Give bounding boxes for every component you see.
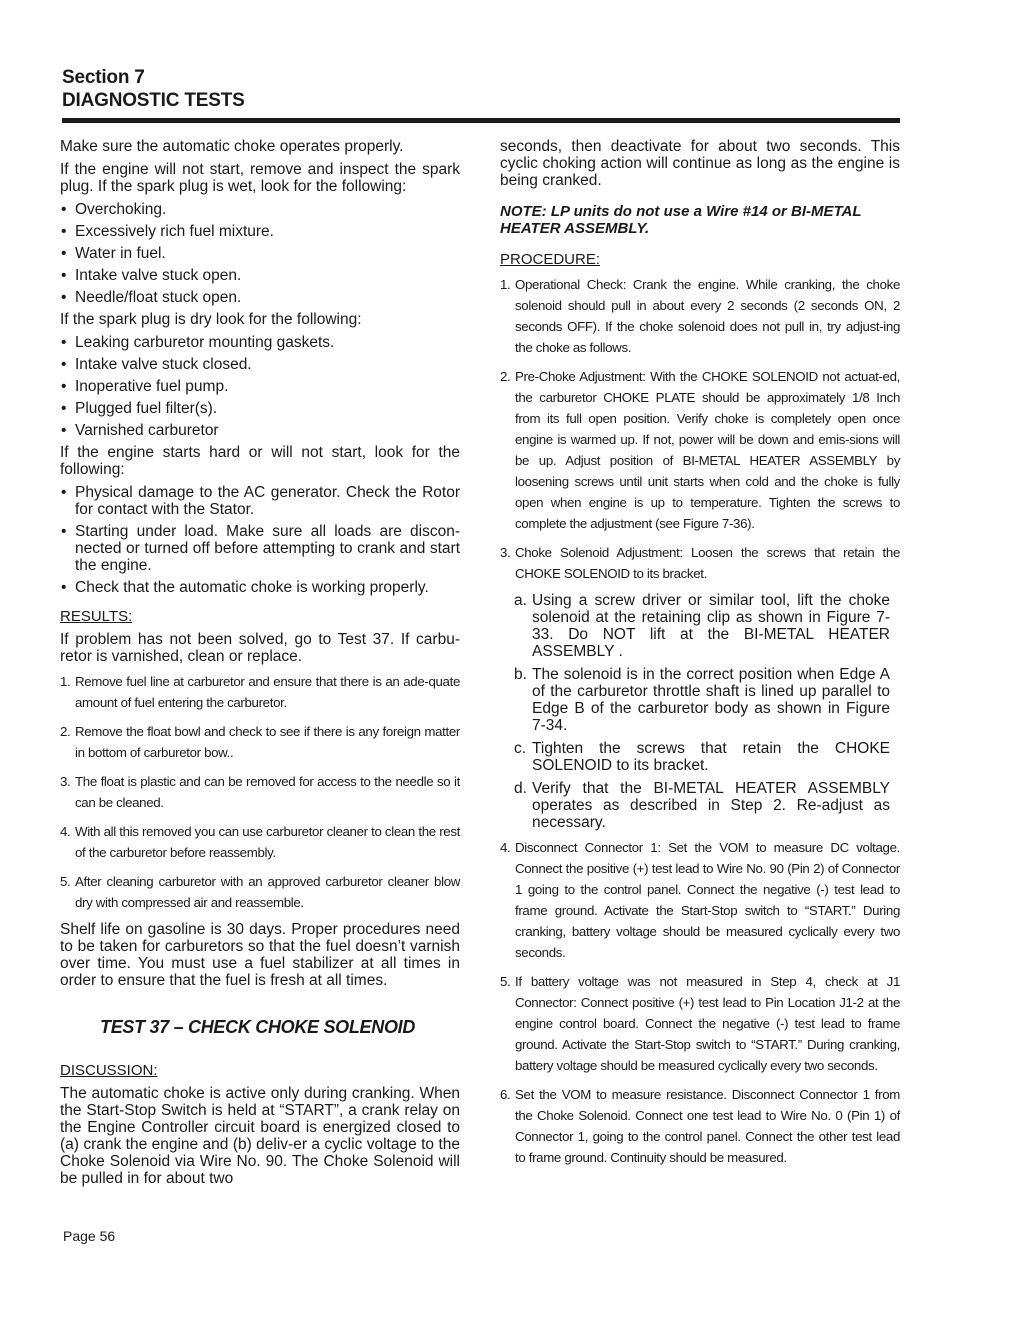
list-item: • Excessively rich fuel mixture. xyxy=(61,223,274,240)
list-item: c. Tighten the screws that retain the CHOKE SOLENOID to its bracket. xyxy=(514,740,890,774)
list-item: • Physical damage to the AC generator. Check the Rotor for contact with the Stator. xyxy=(61,484,460,518)
paragraph: seconds, then deactivate for about two seconds. This cyclic choking action will continue as long as the engine is being cranked. xyxy=(500,138,900,189)
list-item: • Varnished carburetor xyxy=(61,422,219,439)
results-text: If problem has not been solved, go to Test 37. If carbu-retor is varnished, clean or replace. xyxy=(60,631,460,665)
list-item: 1. Remove fuel line at carburetor and ensure that there is an ade-quate amount of fuel entering the carburetor. xyxy=(60,674,460,710)
dry-plug-list xyxy=(60,334,460,439)
procedure-steps xyxy=(500,274,900,584)
left-column xyxy=(60,138,460,1193)
list-item: • Water in fuel. xyxy=(61,245,166,262)
paragraph: Make sure the automatic choke operates properly. xyxy=(60,138,404,155)
results-heading: RESULTS: xyxy=(60,608,133,625)
list-item: 4. With all this removed you can use carburetor cleaner to clean the rest of the carburetor before reassembly. xyxy=(60,824,460,860)
adjustment-substeps xyxy=(514,592,890,831)
list-item: d. Verify that the BI-METAL HEATER ASSEMBLY operates as described in Step 2. Re-adjust as necessary. xyxy=(514,780,890,831)
list-item: 6. Set the VOM to measure resistance. Disconnect Connector 1 from the Choke Solenoid. Connect one test lead to Wire No. 0 (Pin 1) of Connector 1, going to the control panel. Connect the other test lead to frame ground. Continuity should be measured. xyxy=(500,1087,900,1165)
list-item: 4. Disconnect Connector 1: Set the VOM to measure DC voltage. Connect the positive (+) test lead to Wire No. 90 (Pin 2) of Connector 1 going to the control panel. Connect the negative (-) test lead to frame ground. Activate the Start-Stop switch to “START.” During cranking, battery voltage should be measured cyclically every two seconds. xyxy=(500,840,900,960)
list-item: • Inoperative fuel pump. xyxy=(61,378,229,395)
paragraph: If the engine will not start, remove and inspect the spark plug. If the spark plug is wet, look for the following: xyxy=(60,161,460,195)
list-item: • Leaking carburetor mounting gaskets. xyxy=(61,334,335,351)
list-item: • Intake valve stuck closed. xyxy=(61,356,252,373)
page-header xyxy=(62,66,902,123)
results-steps xyxy=(60,671,460,913)
section-label: Section 7 xyxy=(62,67,145,88)
list-item: 3. Choke Solenoid Adjustment: Loosen the screws that retain the CHOKE SOLENOID to its bracket. xyxy=(500,545,900,581)
shelf-life-paragraph: Shelf life on gasoline is 30 days. Proper procedures need to be taken for carburetors so that the fuel doesn’t varnish over time. You must use a fuel stabilizer at all times in order to ensure that the fuel is fresh at all times. xyxy=(60,921,460,989)
list-item: 2. Pre-Choke Adjustment: With the CHOKE SOLENOID not actuat-ed, the carburetor CHOKE PLATE should be approximately 1/8 Inch from its full open position. Verify choke is completely open once engine is warmed up. If not, power will be down and emis-sions will be up. Adjust position of BI-METAL HEATER ASSEMBLY by loosening screws until unit starts when cold and the choke is fully open when engine is up to temperature. Tighten the screws to complete the adjustment (see Figure 7-36). xyxy=(500,369,900,531)
test-title: TEST 37 – CHECK CHOKE SOLENOID xyxy=(100,1017,416,1037)
list-item: 5. After cleaning carburetor with an approved carburetor cleaner blow dry with compressed air and reassemble. xyxy=(60,874,460,910)
list-item: b. The solenoid is in the correct position when Edge A of the carburetor throttle shaft is lined up parallel to Edge B of the carburetor body as shown in Figure 7-34. xyxy=(514,666,890,734)
note: NOTE: LP units do not use a Wire #14 or BI-METAL HEATER ASSEMBLY. xyxy=(500,203,862,237)
list-item: • Overchoking. xyxy=(61,201,167,218)
paragraph: If the engine starts hard or will not start, look for the following: xyxy=(60,444,460,478)
discussion-heading: DISCUSSION: xyxy=(60,1062,158,1079)
section-title: DIAGNOSTIC TESTS xyxy=(62,90,245,111)
wet-plug-list xyxy=(60,201,460,306)
list-item: 5. If battery voltage was not measured in Step 4, check at J1 Connector: Connect positive (+) test lead to Pin Location J1-2 at the engine control board. Connect the negative (-) test lead to frame ground. Activate the Start-Stop switch to “START.” During cranking, battery voltage should be measured cyclically every two seconds. xyxy=(500,974,900,1073)
page-number: Page 56 xyxy=(63,1228,116,1244)
list-item: • Check that the automatic choke is working properly. xyxy=(61,579,429,596)
paragraph: If the spark plug is dry look for the following: xyxy=(60,311,362,328)
header-rule xyxy=(62,118,900,123)
right-column xyxy=(500,138,900,1176)
list-item: • Plugged fuel filter(s). xyxy=(61,400,218,417)
list-item: • Intake valve stuck open. xyxy=(61,267,242,284)
list-item: • Needle/float stuck open. xyxy=(61,289,242,306)
list-item: • Starting under load. Make sure all loads are discon-nected or turned off before attempting to crank and start the engine. xyxy=(61,523,460,574)
hard-start-list xyxy=(60,484,460,596)
list-item: 2. Remove the float bowl and check to see if there is any foreign matter in bottom of carburetor bow.. xyxy=(60,724,460,760)
procedure-steps-continued xyxy=(500,837,900,1168)
discussion-text: The automatic choke is active only during cranking. When the Start-Stop Switch is held at “START”, a crank relay on the Engine Controller circuit board is energized closed to (a) crank the engine and (b) deliv-er a cyclic voltage to the Choke Solenoid via Wire No. 90. The Choke Solenoid will be pulled in for about two xyxy=(60,1085,460,1187)
procedure-heading: PROCEDURE: xyxy=(500,251,601,268)
list-item: 3. The float is plastic and can be removed for access to the needle so it can be cleaned. xyxy=(60,774,460,810)
list-item: 1. Operational Check: Crank the engine. While cranking, the choke solenoid should pull in about every 2 seconds (2 seconds ON, 2 seconds OFF). If the choke solenoid does not pull in, try adjust-ing the choke as follows. xyxy=(500,277,900,355)
list-item: a. Using a screw driver or similar tool, lift the choke solenoid at the retaining clip as shown in Figure 7-33. Do NOT lift at the BI-METAL HEATER ASSEMBLY . xyxy=(514,592,890,660)
